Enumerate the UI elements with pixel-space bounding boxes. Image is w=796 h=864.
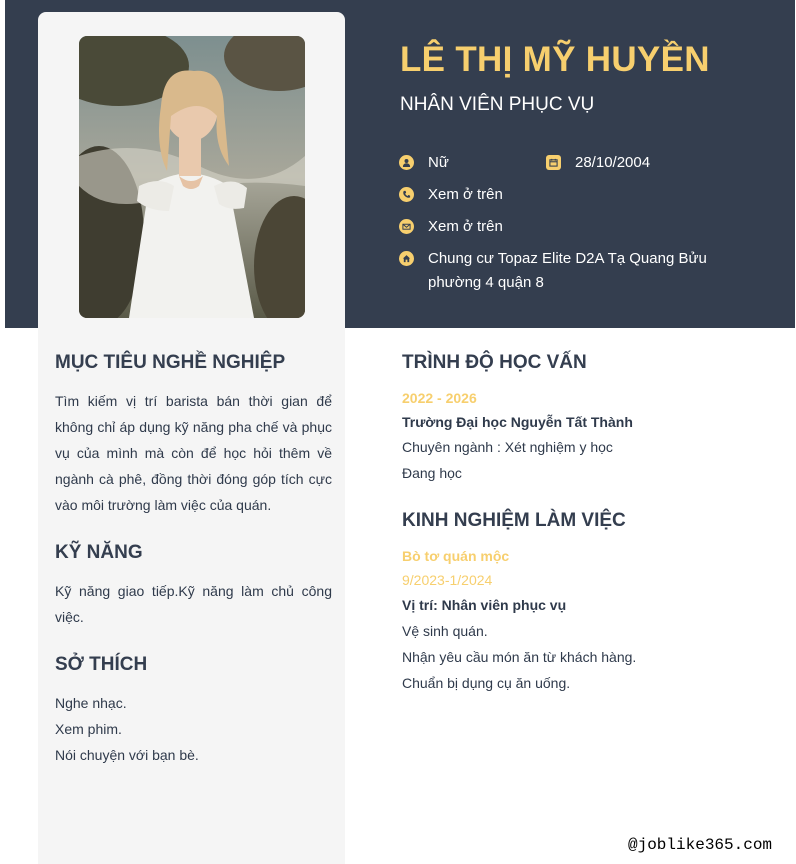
list-item: Nghe nhạc.: [55, 695, 127, 711]
hobbies-list: [55, 690, 199, 768]
email-value: Xem ở trên: [428, 218, 503, 235]
list-item: Nói chuyện với bạn bè.: [55, 747, 199, 763]
birthdate-row: [546, 151, 650, 175]
education-heading: TRÌNH ĐỘ HỌC VẤN: [402, 352, 587, 373]
gender-value: Nữ: [428, 154, 449, 171]
calendar-icon: [546, 155, 561, 170]
address-value: Chung cư Topaz Elite D2A Tạ Quang Bửu phường 4 quận 8: [428, 250, 707, 291]
education-school: Trường Đại học Nguyễn Tất Thành: [402, 414, 633, 430]
list-item: Chuẩn bị dụng cụ ăn uống.: [402, 675, 571, 691]
candidate-name: LÊ THỊ MỸ HUYỀN: [400, 40, 710, 79]
education-period: 2022 - 2026: [402, 390, 477, 406]
mail-icon: [399, 219, 414, 234]
birthdate-value: 28/10/2004: [575, 154, 651, 171]
person-icon: [399, 155, 414, 170]
hobbies-heading: SỞ THÍCH: [55, 654, 148, 675]
experience-company: Bò tơ quán mộc: [402, 548, 510, 564]
objective-text: Tìm kiếm vị trí barista bán thời gian để không chỉ áp dụng kỹ năng pha chế và phục vụ của mình mà còn để học hỏi thêm về ngành cà phê, đồng thời đóng góp tích cực vào môi trường làm việc của quán.: [55, 393, 332, 513]
phone-row: [399, 183, 503, 207]
home-icon: [399, 251, 414, 266]
job-title: NHÂN VIÊN PHỤC VỤ: [400, 94, 595, 115]
gender-row: [399, 151, 449, 175]
watermark: @joblike365.com: [628, 836, 773, 854]
list-item: Xem phim.: [55, 721, 122, 737]
phone-icon: [399, 187, 414, 202]
education-major: Chuyên ngành : Xét nghiệm y học: [402, 439, 613, 455]
list-item: Nhận yêu cầu món ăn từ khách hàng.: [402, 649, 637, 665]
experience-position: Vị trí: Nhân viên phục vụ: [402, 597, 567, 613]
profile-photo: [79, 36, 305, 318]
skills-text: Kỹ năng giao tiếp.Kỹ năng làm chủ công việc.: [55, 583, 332, 625]
experience-period: 9/2023-1/2024: [402, 572, 493, 588]
email-row: [399, 215, 503, 239]
experience-tasks: [402, 618, 636, 696]
objective-heading: MỤC TIÊU NGHỀ NGHIỆP: [55, 352, 286, 373]
education-status: Đang học: [402, 465, 462, 481]
address-row: [399, 247, 729, 295]
skills-heading: KỸ NĂNG: [55, 542, 143, 563]
experience-heading: KINH NGHIỆM LÀM VIỆC: [402, 510, 626, 531]
phone-value: Xem ở trên: [428, 186, 503, 203]
list-item: Vệ sinh quán.: [402, 623, 488, 639]
